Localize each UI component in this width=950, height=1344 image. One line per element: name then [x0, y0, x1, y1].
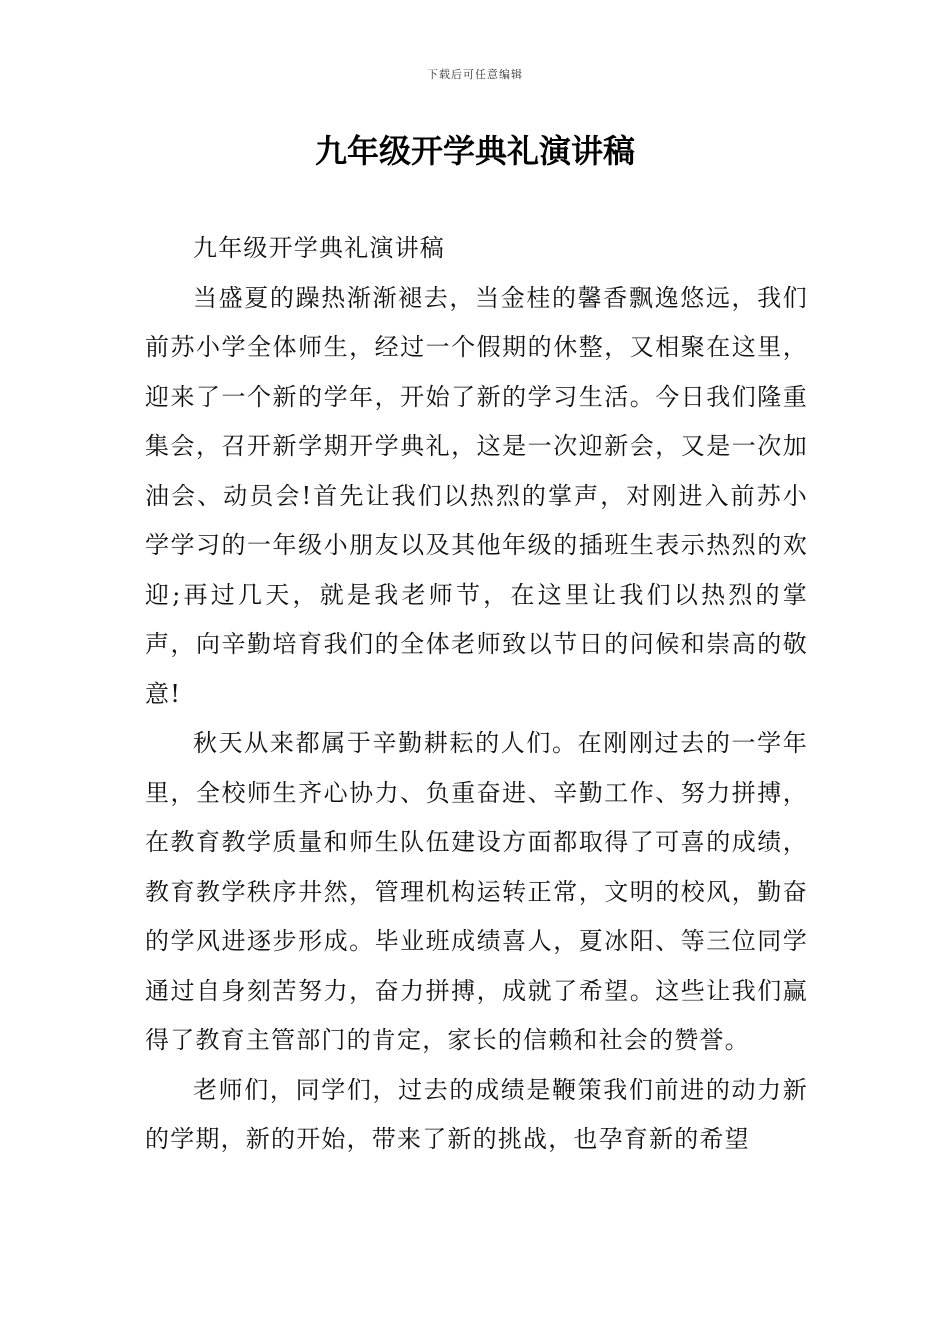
header-note: 下载后可任意编辑 — [427, 68, 523, 81]
document-title: 九年级开学典礼演讲稿 — [314, 132, 635, 170]
paragraph-3: 老师们，同学们，过去的成绩是鞭策我们前进的动力新的学期，新的开始，带来了新的挑战，也孕育新的希望 — [145, 1075, 808, 1153]
document-body — [145, 224, 808, 1165]
paragraph-subtitle: 九年级开学典礼演讲稿 — [193, 234, 445, 262]
paragraph-1: 当盛夏的躁热渐渐褪去，当金桂的馨香飘逸悠远，我们前苏小学全体师生，经过一个假期的休整，又相聚在这里，迎来了一个新的学年，开始了新的学习生活。今日我们隆重集会，召开新学期开学典礼，这是一次迎新会，又是一次加油会、动员会!首先让我们以热烈的掌声，对刚进入前苏小学学习的一年级小朋友以及其他年级的插班生表示热烈的欢迎;再过几天，就是我老师节，在这里让我们以热烈的掌声，向辛勤培育我们的全体老师致以节日的问候和崇高的敬意! — [145, 283, 808, 708]
paragraph-2: 秋天从来都属于辛勤耕耘的人们。在刚刚过去的一学年里，全校师生齐心协力、负重奋进、辛勤工作、努力拼搏，在教育教学质量和师生队伍建设方面都取得了可喜的成绩，教育教学秩序井然，管理机构运转正常，文明的校风，勤奋的学风进逐步形成。毕业班成绩喜人，夏冰阳、等三位同学通过自身刻苦努力，奋力拼搏，成就了希望。这些让我们赢得了教育主管部门的肯定，家长的信赖和社会的赞誉。 — [145, 729, 808, 1054]
